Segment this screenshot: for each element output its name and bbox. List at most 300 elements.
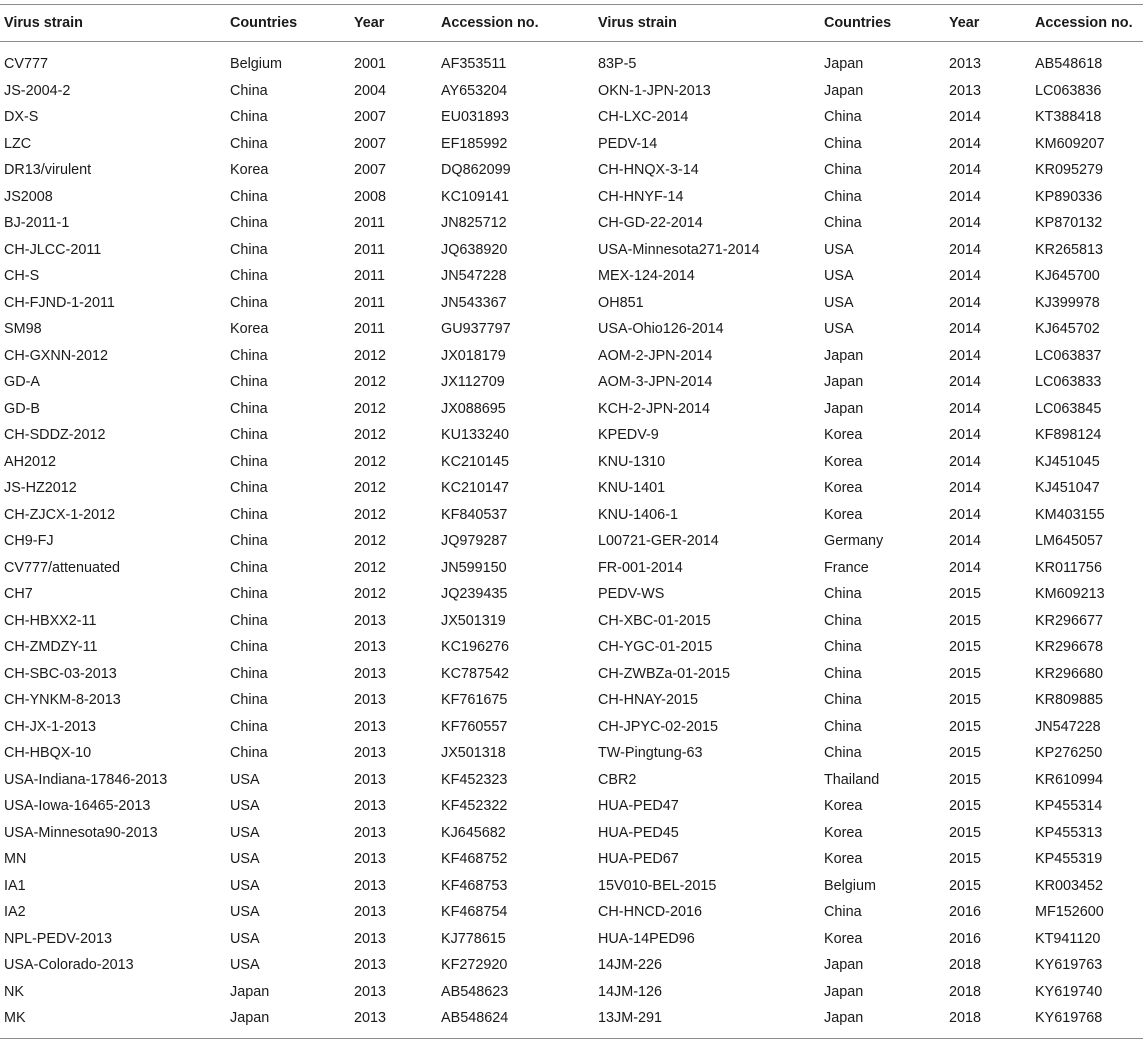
virus-strain-cell: CV777: [4, 56, 49, 72]
year-cell: 2013: [354, 851, 387, 867]
strain-table-container: [0, 4, 1143, 1039]
year-cell: 2001: [354, 56, 387, 72]
year-cell: 2011: [354, 241, 385, 258]
country-cell: Thailand: [824, 771, 880, 788]
virus-strain-cell: CH-JX-1-2013: [4, 718, 96, 735]
accession-cell: KT941120: [1035, 930, 1101, 947]
country-cell: Korea: [230, 162, 269, 178]
country-cell: USA: [230, 904, 260, 920]
accession-cell: KP455313: [1035, 824, 1103, 841]
accession-cell: KC210145: [441, 453, 510, 470]
year-cell: 2008: [354, 188, 387, 205]
accession-cell: KC787542: [441, 665, 510, 682]
country-cell: China: [230, 347, 268, 364]
table-row: [0, 396, 1143, 423]
accession-cell: JX018179: [441, 347, 506, 364]
country-cell: China: [824, 904, 862, 920]
accession-cell: JQ979287: [441, 533, 508, 549]
year-cell: 2015: [949, 639, 982, 655]
year-cell: 2014: [949, 533, 982, 549]
table-row: [0, 1005, 1143, 1038]
year-cell: 2013: [354, 983, 387, 1000]
table-row: [0, 422, 1143, 449]
country-cell: China: [230, 639, 268, 655]
country-cell: China: [230, 82, 268, 99]
country-cell: Japan: [824, 983, 864, 1000]
table-row: [0, 184, 1143, 211]
virus-strain-cell: SM98: [4, 321, 42, 337]
header-accession-right: Accession no.: [1035, 5, 1143, 42]
virus-strain-cell: MN: [4, 851, 27, 867]
country-cell: China: [230, 665, 268, 682]
year-cell: 2018: [949, 1005, 1035, 1038]
year-cell: 2015: [949, 692, 982, 708]
table-row: [0, 793, 1143, 820]
country-cell: China: [230, 294, 268, 311]
accession-cell: LM645057: [1035, 533, 1104, 549]
year-cell: 2013: [354, 771, 387, 788]
country-cell: China: [230, 268, 268, 284]
accession-cell: AB548623: [441, 983, 509, 1000]
virus-strain-cell: NK: [4, 983, 24, 1000]
table-row: [0, 661, 1143, 688]
year-cell: 2015: [949, 718, 982, 735]
virus-strain-cell: USA-Colorado-2013: [4, 957, 134, 973]
year-cell: 2011: [354, 215, 385, 231]
year-cell: 2014: [949, 135, 982, 152]
virus-strain-cell: CH-HNAY-2015: [598, 692, 698, 708]
accession-cell: AY653204: [441, 82, 508, 99]
country-cell: China: [230, 559, 268, 576]
virus-strain-cell: NPL-PEDV-2013: [4, 930, 112, 947]
accession-cell: MF152600: [1035, 904, 1104, 920]
year-cell: 2014: [949, 215, 982, 231]
year-cell: 2012: [354, 480, 387, 496]
virus-strain-cell: AH2012: [4, 453, 57, 470]
year-cell: 2013: [949, 82, 982, 99]
table-body: [0, 42, 1143, 1039]
table-row: [0, 369, 1143, 396]
accession-cell: KT388418: [1035, 109, 1102, 125]
year-cell: 2007: [354, 135, 387, 152]
country-cell: USA: [230, 771, 260, 788]
year-cell: 2007: [354, 162, 387, 178]
year-cell: 2015: [949, 665, 982, 682]
year-cell: 2014: [949, 374, 982, 390]
country-cell: China: [230, 506, 268, 523]
country-cell: China: [230, 453, 268, 470]
virus-strain-cell: OH851: [598, 294, 644, 311]
accession-cell: KF760557: [441, 718, 508, 735]
year-cell: 2014: [949, 427, 982, 443]
accession-cell: JN547228: [441, 268, 507, 284]
year-cell: 2012: [354, 453, 387, 470]
country-cell: Japan: [824, 56, 864, 72]
virus-strain-cell: IA1: [4, 877, 26, 894]
table-row: [0, 210, 1143, 237]
virus-strain-cell: CH-SDDZ-2012: [4, 427, 106, 443]
country-cell: China: [824, 745, 862, 761]
year-cell: 2013: [354, 957, 387, 973]
year-cell: 2013: [354, 824, 387, 841]
accession-cell: KC196276: [441, 639, 510, 655]
year-cell: 2012: [354, 427, 387, 443]
country-cell: China: [230, 215, 268, 231]
country-cell: Korea: [824, 453, 863, 470]
virus-strain-cell: KNU-1401: [598, 480, 666, 496]
year-cell: 2014: [949, 347, 982, 364]
country-cell: China: [230, 480, 268, 496]
accession-cell: AB548618: [1035, 56, 1103, 72]
year-cell: 2014: [949, 162, 982, 178]
country-cell: Korea: [824, 427, 863, 443]
country-cell: USA: [230, 930, 260, 947]
country-cell: China: [230, 109, 268, 125]
virus-strain-cell: MEX-124-2014: [598, 268, 695, 284]
accession-cell: KP870132: [1035, 215, 1103, 231]
virus-strain-cell: 14JM-126: [598, 983, 662, 1000]
accession-cell: KJ645700: [1035, 268, 1100, 284]
country-cell: USA: [230, 824, 260, 841]
year-cell: 2012: [354, 559, 387, 576]
header-year-left: Year: [354, 5, 441, 42]
country-cell: China: [230, 718, 268, 735]
accession-cell: KR095279: [1035, 162, 1104, 178]
year-cell: 2014: [949, 109, 982, 125]
table-row: [0, 979, 1143, 1006]
year-cell: 2013: [354, 1005, 441, 1038]
accession-cell: JQ638920: [441, 241, 508, 258]
virus-strain-cell: USA-Minnesota271-2014: [598, 241, 760, 258]
country-cell: China: [230, 400, 268, 417]
accession-cell: KP455319: [1035, 851, 1103, 867]
year-cell: 2014: [949, 321, 982, 337]
country-cell: China: [230, 135, 268, 152]
virus-strain-cell: CH-ZJCX-1-2012: [4, 506, 116, 523]
virus-strain-cell: FR-001-2014: [598, 559, 683, 576]
header-year-right: Year: [949, 5, 1035, 42]
table-row: [0, 290, 1143, 317]
year-cell: 2018: [949, 983, 982, 1000]
accession-cell: KF468753: [441, 877, 508, 894]
year-cell: 2013: [354, 665, 387, 682]
year-cell: 2015: [949, 824, 982, 841]
accession-cell: KF452323: [441, 771, 508, 788]
year-cell: 2013: [354, 798, 387, 814]
virus-strain-cell: JS2008: [4, 188, 53, 205]
year-cell: 2011: [354, 268, 385, 284]
country-cell: China: [230, 692, 268, 708]
header-accession-left: Accession no.: [441, 5, 598, 42]
table-row: [0, 263, 1143, 290]
country-cell: China: [230, 533, 268, 549]
country-cell: China: [824, 586, 862, 602]
header-countries-right: Countries: [824, 5, 949, 42]
table-row: [0, 952, 1143, 979]
table-row: [0, 78, 1143, 105]
virus-strain-cell: CH-LXC-2014: [598, 109, 689, 125]
table-row: [0, 581, 1143, 608]
year-cell: 2015: [949, 771, 982, 788]
accession-cell: KR265813: [1035, 241, 1104, 258]
year-cell: 2014: [949, 241, 982, 258]
country-cell: Korea: [230, 321, 269, 337]
accession-cell: KJ451047: [1035, 480, 1100, 496]
accession-cell: LC063833: [1035, 374, 1102, 390]
virus-strain-cell: 13JM-291: [598, 1005, 824, 1038]
virus-strain-table: [0, 4, 1143, 1039]
year-cell: 2013: [354, 612, 387, 629]
country-cell: Japan: [824, 374, 864, 390]
table-row: [0, 449, 1143, 476]
accession-cell: GU937797: [441, 321, 511, 337]
header-row: [0, 5, 1143, 42]
table-row: [0, 237, 1143, 264]
table-row: [0, 714, 1143, 741]
accession-cell: KP455314: [1035, 798, 1103, 814]
country-cell: Korea: [824, 480, 863, 496]
accession-cell: KF468754: [441, 904, 508, 920]
year-cell: 2016: [949, 930, 982, 947]
virus-strain-cell: 83P-5: [598, 56, 637, 72]
accession-cell: AF353511: [441, 56, 507, 72]
accession-cell: JN543367: [441, 294, 507, 311]
virus-strain-cell: CH-ZMDZY-11: [4, 639, 98, 655]
accession-cell: KJ451045: [1035, 453, 1100, 470]
table-row: [0, 475, 1143, 502]
virus-strain-cell: HUA-PED45: [598, 824, 679, 841]
virus-strain-cell: TW-Pingtung-63: [598, 745, 703, 761]
year-cell: 2014: [949, 506, 982, 523]
country-cell: USA: [824, 321, 854, 337]
virus-strain-cell: CH-HNYF-14: [598, 188, 684, 205]
country-cell: USA: [824, 268, 854, 284]
virus-strain-cell: IA2: [4, 904, 26, 920]
virus-strain-cell: CH-YGC-01-2015: [598, 639, 713, 655]
virus-strain-cell: CH-ZWBZa-01-2015: [598, 665, 730, 682]
accession-cell: LC063836: [1035, 82, 1102, 99]
accession-cell: KY619740: [1035, 983, 1103, 1000]
virus-strain-cell: USA-Ohio126-2014: [598, 321, 724, 337]
accession-cell: LC063837: [1035, 347, 1102, 364]
year-cell: 2014: [949, 188, 982, 205]
country-cell: Korea: [824, 824, 863, 841]
country-cell: China: [230, 241, 268, 258]
accession-cell: EU031893: [441, 109, 510, 125]
virus-strain-cell: PEDV-WS: [598, 586, 665, 602]
country-cell: Korea: [824, 930, 863, 947]
country-cell: Japan: [824, 1005, 949, 1038]
country-cell: China: [824, 665, 862, 682]
year-cell: 2013: [354, 930, 387, 947]
year-cell: 2015: [949, 851, 982, 867]
virus-strain-cell: AOM-3-JPN-2014: [598, 374, 713, 390]
virus-strain-cell: GD-A: [4, 374, 40, 390]
accession-cell: KJ778615: [441, 930, 506, 947]
virus-strain-cell: DR13/virulent: [4, 162, 92, 178]
virus-strain-cell: L00721-GER-2014: [598, 533, 719, 549]
year-cell: 2014: [949, 268, 982, 284]
virus-strain-cell: KCH-2-JPN-2014: [598, 400, 710, 417]
accession-cell: KF468752: [441, 851, 508, 867]
accession-cell: JQ239435: [441, 586, 508, 602]
accession-cell: JN599150: [441, 559, 507, 576]
country-cell: USA: [824, 241, 854, 258]
accession-cell: KM403155: [1035, 506, 1105, 523]
country-cell: China: [824, 109, 862, 125]
table-row: [0, 767, 1143, 794]
accession-cell: KU133240: [441, 427, 510, 443]
virus-strain-cell: OKN-1-JPN-2013: [598, 82, 711, 99]
table-row: [0, 555, 1143, 582]
virus-strain-cell: HUA-14PED96: [598, 930, 695, 947]
virus-strain-cell: CH-HNCD-2016: [598, 904, 702, 920]
country-cell: Japan: [230, 983, 270, 1000]
year-cell: 2011: [354, 294, 385, 311]
country-cell: China: [824, 188, 862, 205]
year-cell: 2015: [949, 586, 982, 602]
year-cell: 2014: [949, 400, 982, 417]
accession-cell: JX501319: [441, 612, 506, 629]
accession-cell: KM609207: [1035, 135, 1105, 152]
table-row: [0, 343, 1143, 370]
virus-strain-cell: MK: [0, 1005, 230, 1038]
year-cell: 2013: [354, 904, 387, 920]
country-cell: China: [824, 692, 862, 708]
accession-cell: KJ645682: [441, 824, 506, 841]
table-header: [0, 5, 1143, 42]
table-row: [0, 157, 1143, 184]
virus-strain-cell: JS-HZ2012: [4, 480, 77, 496]
accession-cell: KF452322: [441, 798, 508, 814]
virus-strain-cell: LZC: [4, 135, 32, 152]
accession-cell: KJ399978: [1035, 294, 1100, 311]
country-cell: China: [230, 612, 268, 629]
virus-strain-cell: CH-GXNN-2012: [4, 347, 108, 364]
country-cell: China: [230, 745, 268, 761]
year-cell: 2014: [949, 480, 982, 496]
country-cell: China: [230, 374, 268, 390]
country-cell: China: [824, 639, 862, 655]
country-cell: Japan: [824, 400, 864, 417]
virus-strain-cell: KNU-1406-1: [598, 506, 678, 523]
year-cell: 2004: [354, 82, 387, 99]
country-cell: Germany: [824, 533, 884, 549]
virus-strain-cell: KNU-1310: [598, 453, 666, 470]
virus-strain-cell: CH-HNQX-3-14: [598, 162, 699, 178]
accession-cell: JN547228: [1035, 718, 1101, 735]
accession-cell: AB548624: [441, 1005, 598, 1038]
country-cell: China: [824, 718, 862, 735]
virus-strain-cell: PEDV-14: [598, 135, 658, 152]
year-cell: 2013: [354, 877, 387, 894]
accession-cell: EF185992: [441, 135, 508, 152]
country-cell: China: [824, 612, 862, 629]
table-row: [0, 634, 1143, 661]
virus-strain-cell: DX-S: [4, 109, 39, 125]
year-cell: 2007: [354, 109, 387, 125]
virus-strain-cell: USA-Minnesota90-2013: [4, 824, 158, 841]
table-row: [0, 104, 1143, 131]
accession-cell: KY619763: [1035, 957, 1103, 973]
virus-strain-cell: CH-XBC-01-2015: [598, 612, 711, 629]
year-cell: 2014: [949, 294, 982, 311]
year-cell: 2013: [949, 56, 982, 72]
accession-cell: KP276250: [1035, 745, 1103, 761]
country-cell: USA: [230, 957, 260, 973]
table-row: [0, 502, 1143, 529]
country-cell: Korea: [824, 506, 863, 523]
year-cell: 2015: [949, 798, 982, 814]
virus-strain-cell: CH9-FJ: [4, 533, 54, 549]
table-row: [0, 42, 1143, 78]
virus-strain-cell: CH-S: [4, 268, 40, 284]
accession-cell: KR809885: [1035, 692, 1104, 708]
virus-strain-cell: CH-GD-22-2014: [598, 215, 703, 231]
virus-strain-cell: JS-2004-2: [4, 82, 71, 99]
table-row: [0, 316, 1143, 343]
virus-strain-cell: CV777/attenuated: [4, 559, 121, 576]
year-cell: 2018: [949, 957, 982, 973]
virus-strain-cell: HUA-PED67: [598, 851, 679, 867]
year-cell: 2014: [949, 453, 982, 470]
virus-strain-cell: CH-JPYC-02-2015: [598, 718, 718, 735]
virus-strain-cell: CH-HBXX2-11: [4, 612, 97, 629]
accession-cell: KF898124: [1035, 427, 1102, 443]
year-cell: 2015: [949, 612, 982, 629]
country-cell: USA: [230, 877, 260, 894]
accession-cell: KY619768: [1035, 1005, 1143, 1038]
country-cell: Belgium: [824, 877, 876, 894]
accession-cell: KF761675: [441, 692, 508, 708]
table-row: [0, 873, 1143, 900]
country-cell: Japan: [824, 957, 864, 973]
country-cell: China: [230, 188, 268, 205]
accession-cell: KF272920: [441, 957, 508, 973]
virus-strain-cell: GD-B: [4, 400, 40, 417]
year-cell: 2011: [354, 321, 385, 337]
header-virus-strain-right: Virus strain: [598, 5, 824, 42]
virus-strain-cell: 15V010-BEL-2015: [598, 877, 717, 894]
year-cell: 2012: [354, 374, 387, 390]
accession-cell: KC109141: [441, 188, 510, 205]
year-cell: 2012: [354, 533, 387, 549]
accession-cell: KM609213: [1035, 586, 1105, 602]
accession-cell: KR296680: [1035, 665, 1104, 682]
virus-strain-cell: USA-Iowa-16465-2013: [4, 798, 151, 814]
accession-cell: JX088695: [441, 400, 506, 417]
year-cell: 2012: [354, 347, 387, 364]
accession-cell: KR003452: [1035, 877, 1104, 894]
year-cell: 2013: [354, 639, 387, 655]
accession-cell: JX112709: [441, 374, 505, 390]
accession-cell: KJ645702: [1035, 321, 1100, 337]
year-cell: 2012: [354, 400, 387, 417]
country-cell: Korea: [824, 798, 863, 814]
virus-strain-cell: CH7: [4, 586, 33, 602]
virus-strain-cell: 14JM-226: [598, 957, 662, 973]
year-cell: 2012: [354, 506, 387, 523]
virus-strain-cell: HUA-PED47: [598, 798, 679, 814]
year-cell: 2015: [949, 745, 982, 761]
table-row: [0, 740, 1143, 767]
accession-cell: KR296677: [1035, 612, 1104, 629]
virus-strain-cell: CH-SBC-03-2013: [4, 665, 117, 682]
accession-cell: DQ862099: [441, 162, 511, 178]
accession-cell: JN825712: [441, 215, 507, 231]
virus-strain-cell: AOM-2-JPN-2014: [598, 347, 713, 364]
table-row: [0, 131, 1143, 158]
